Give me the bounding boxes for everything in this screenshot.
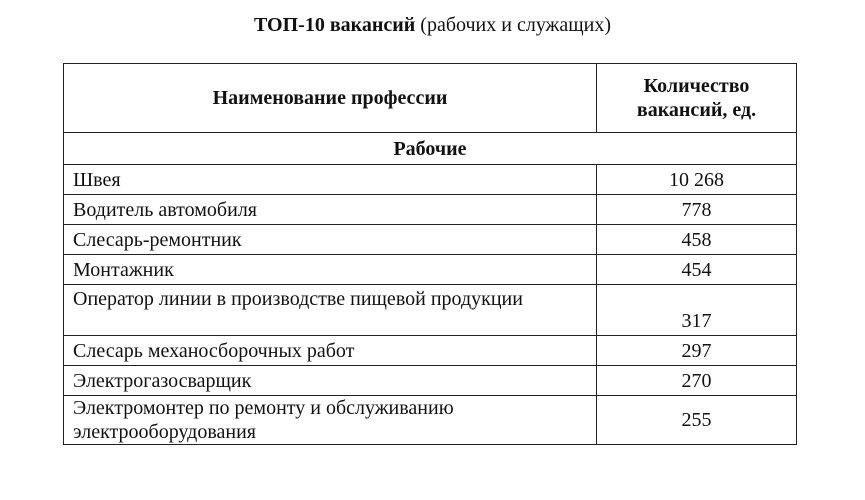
profession-name: Оператор линии в производстве пищевой продукции [64,285,597,336]
table-row [64,255,797,285]
table-row [64,195,797,225]
vacancy-count: 270 [597,366,797,396]
section-row [64,133,797,165]
table-row [64,366,797,396]
vacancy-count: 317 [597,285,797,336]
table-row [64,285,797,336]
table-row [64,225,797,255]
section-workers: Рабочие [64,133,797,165]
vacancy-count: 778 [597,195,797,225]
vacancies-table [63,63,797,445]
profession-name: Монтажник [64,255,597,285]
header-count: Количество вакансий, ед. [597,64,797,133]
vacancy-count: 454 [597,255,797,285]
document-title [0,14,865,37]
table-row [64,165,797,195]
profession-name: Слесарь механосборочных работ [64,336,597,366]
vacancy-count: 10 268 [597,165,797,195]
profession-name: Электрогазосварщик [64,366,597,396]
header-profession: Наименование профессии [64,64,597,133]
vacancy-count: 458 [597,225,797,255]
table-row [64,396,797,445]
profession-name: Швея [64,165,597,195]
profession-name: Водитель автомобиля [64,195,597,225]
vacancy-count: 297 [597,336,797,366]
table-header-row [64,64,797,133]
table-row [64,336,797,366]
title-rest: (рабочих и служащих) [415,14,612,36]
profession-name: Слесарь-ремонтник [64,225,597,255]
title-bold: ТОП-10 вакансий [253,14,416,36]
profession-name: Электромонтер по ремонту и обслуживанию электрооборудования [64,396,597,445]
vacancy-count: 255 [597,396,797,445]
